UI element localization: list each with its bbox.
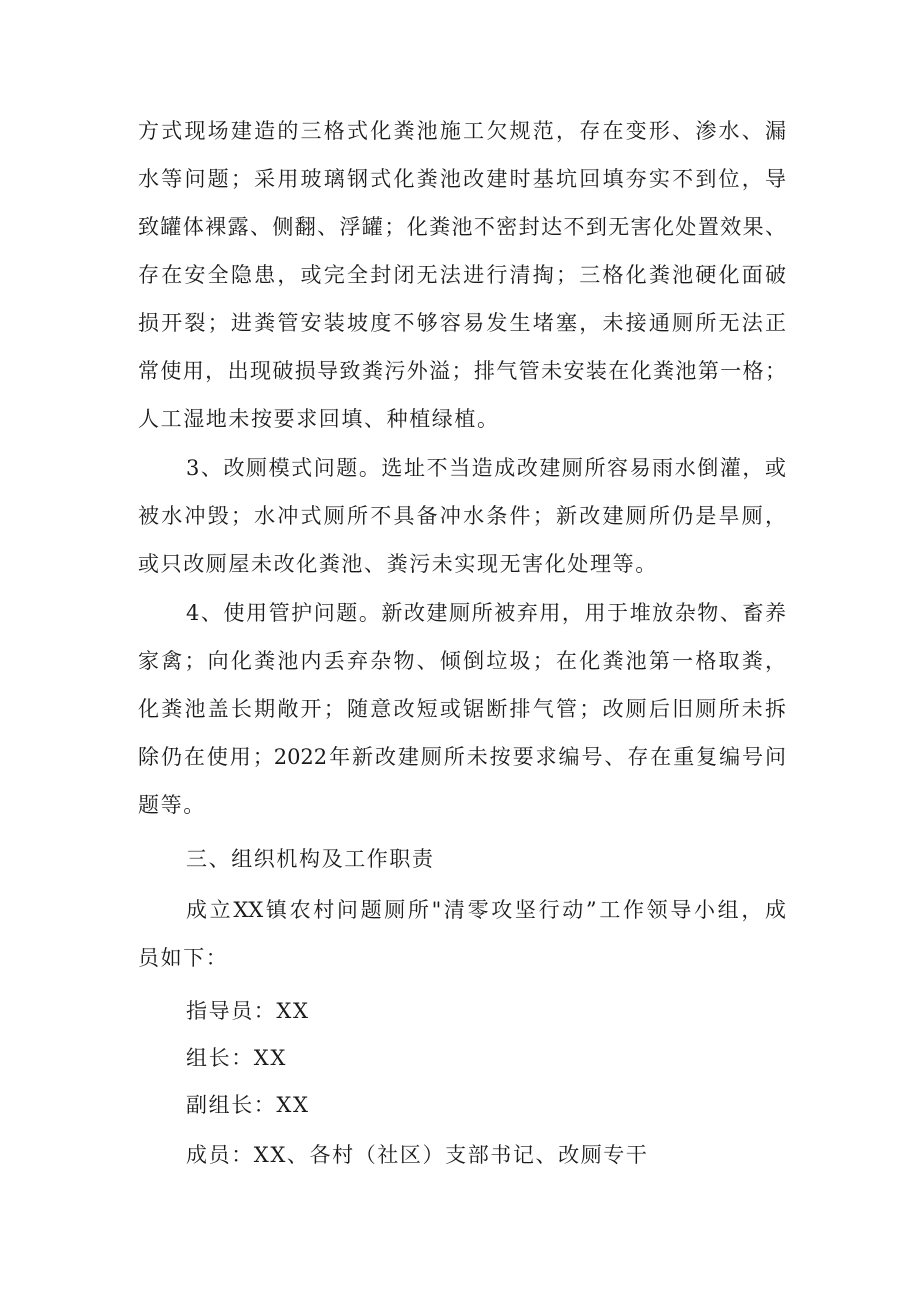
paragraph-line: 常使用，出现破损导致粪污外溢；排气管未安装在化粪池第一格；	[138, 359, 786, 383]
paragraph-line: 人工湿地未按要求回填、种植绿植。	[138, 407, 500, 431]
paragraph-line: 化粪池盖长期敞开；随意改短或锯断排气管；改厕后旧厕所未拆	[138, 697, 786, 721]
member-instructor: 指导员：XX	[186, 999, 310, 1023]
paragraph-line: 3、改厕模式问题。选址不当造成改建厕所容易雨水倒灌，或	[186, 456, 786, 480]
paragraph-line: 题等。	[138, 793, 206, 817]
paragraph-line: 方式现场建造的三格式化粪池施工欠规范，存在变形、渗水、漏	[138, 119, 786, 143]
member-leader: 组长：XX	[186, 1046, 287, 1070]
member-deputy-leader: 副组长：XX	[186, 1093, 310, 1117]
paragraph-line: 除仍在使用；2022年新改建厕所未按要求编号、存在重复编号问	[138, 745, 786, 769]
member-members: 成员：XX、各村（社区）支部书记、改厕专干	[186, 1143, 649, 1167]
paragraph-line: 家禽；向化粪池内丢弃杂物、倾倒垃圾；在化粪池第一格取粪，	[138, 649, 786, 673]
paragraph-line: 或只改厕屋未改化粪池、粪污未实现无害化处理等。	[138, 552, 658, 576]
paragraph-line: 水等问题；采用玻璃钢式化粪池改建时基坑回填夯实不到位，导	[138, 167, 786, 191]
paragraph-line: 致罐体裸露、侧翻、浮罐；化粪池不密封达不到无害化处置效果、	[138, 215, 786, 239]
paragraph-line: 员如下：	[138, 946, 229, 970]
paragraph-line: 损开裂；进粪管安装坡度不够容易发生堵塞，未接通厕所无法正	[138, 311, 786, 335]
section-heading: 三、组织机构及工作职责	[186, 847, 435, 871]
paragraph-line: 存在安全隐患，或完全封闭无法进行清掏；三格化粪池硬化面破	[138, 263, 786, 287]
paragraph-line: 4、使用管护问题。新改建厕所被弃用，用于堆放杂物、畜养	[186, 601, 786, 625]
paragraph-line: 被水冲毁；水冲式厕所不具备冲水条件；新改建厕所仍是旱厕，	[138, 504, 786, 528]
paragraph-line: 成立XX镇农村问题厕所"清零攻坚行动”工作领导小组，成	[186, 898, 786, 922]
